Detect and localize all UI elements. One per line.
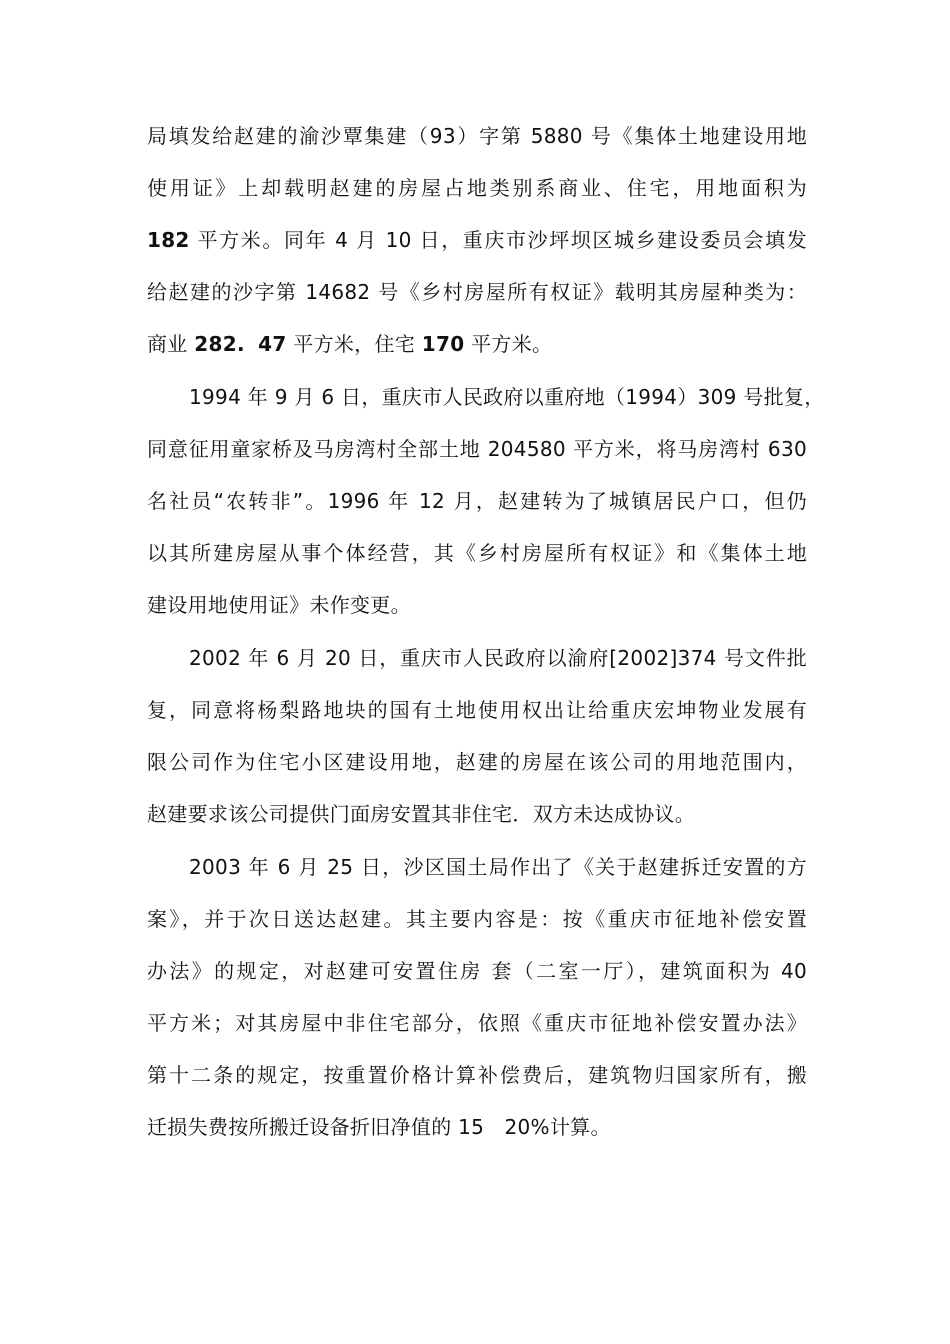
paragraph-1: [147, 110, 807, 370]
bold-number: 170: [421, 332, 465, 356]
text-line: 案》，并于次日送达赵建。其主要内容是：按《重庆市征地补偿安置: [147, 907, 807, 931]
bold-number: 182: [147, 228, 190, 252]
text-line: 局填发给赵建的渝沙覃集建（93）字第 5880 号《集体土地建设用地: [147, 124, 807, 148]
text-run: 商业: [147, 332, 188, 356]
paragraph-2: [147, 371, 825, 631]
text-line: 给赵建的沙字第 14682 号《乡村房屋所有权证》载明其房屋种类为：: [147, 280, 807, 304]
text-run: 平方米。: [471, 332, 553, 356]
text-line: 建设用地使用证》未作变更。: [147, 593, 411, 617]
text-run: 平方米，住宅: [293, 332, 416, 356]
text-line: 办法》的规定，对赵建可安置住房 套（二室一厅），建筑面积为 40: [147, 959, 807, 983]
text-line: 迁损失费按所搬迁设备折旧净值的 15 20%计算。: [147, 1115, 611, 1139]
text-line: 平方米；对其房屋中非住宅部分，依照《重庆市征地补偿安置办法》: [147, 1011, 807, 1035]
text-line: 限公司作为住宅小区建设用地，赵建的房屋在该公司的用地范围内，: [147, 750, 807, 774]
paragraph-4: [147, 841, 807, 1153]
text-line: 同意征用童家桥及马房湾村全部土地 204580 平方米，将马房湾村 630: [147, 437, 807, 461]
bold-number: 282: [194, 332, 237, 356]
text-line: 复，同意将杨梨路地块的国有土地使用权出让给重庆宏坤物业发展有: [147, 698, 807, 722]
bold-number: .: [236, 332, 245, 356]
text-line: 名社员“农转非”。1996 年 12 月，赵建转为了城镇居民户口，但仍: [147, 489, 807, 513]
bold-number: 47: [258, 332, 287, 356]
text-line: 2003 年 6 月 25 日，沙区国土局作出了《关于赵建拆迁安置的方: [189, 855, 807, 879]
text-line: 第十二条的规定，按重置价格计算补偿费后，建筑物归国家所有，搬: [147, 1063, 807, 1087]
text-line: 1994 年 9 月 6 日，重庆市人民政府以重府地（1994）309 号批复，: [189, 385, 825, 409]
text-line: 使用证》上却载明赵建的房屋占地类别系商业、住宅，用地面积为: [147, 176, 807, 200]
text-line: 2002 年 6 月 20 日，重庆市人民政府以渝府[2002]374 号文件批: [189, 646, 807, 670]
text-line: 以其所建房屋从事个体经营，其《乡村房屋所有权证》和《集体土地: [147, 541, 807, 565]
text-line: [147, 214, 807, 266]
paragraph-3: [147, 632, 807, 840]
text-run: 平方米。同年 4 月 10 日，重庆市沙坪坝区城乡建设委员会填发: [197, 228, 807, 252]
text-line: 赵建要求该公司提供门面房安置其非住宅．双方未达成协议。: [147, 802, 696, 826]
text-line: [147, 318, 807, 370]
